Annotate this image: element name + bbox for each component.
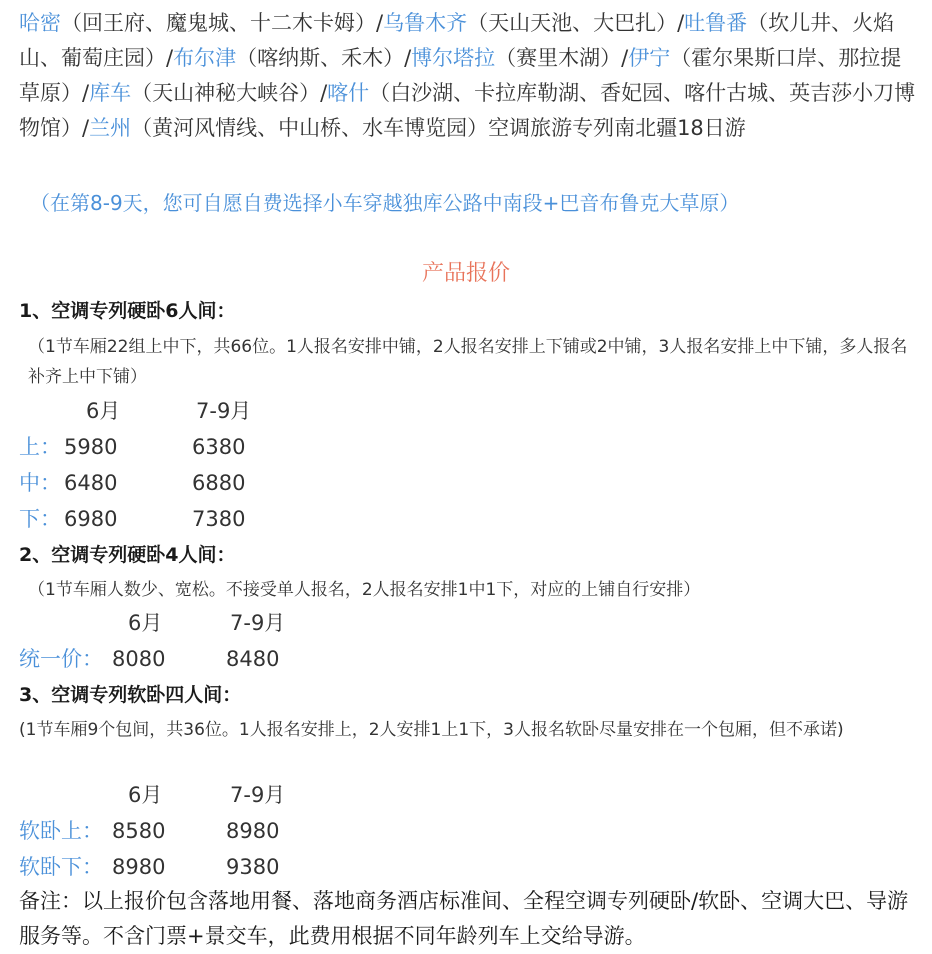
city-detail-hami: （回王府、魔鬼城、十二木卡姆）/ (61, 11, 384, 35)
city-detail-kashgar: （白沙湖、卡拉库勒湖、香妃园、喀什古城、英吉莎小刀博物馆）/ (19, 81, 916, 140)
city-link-burqin[interactable]: 布尔津 (173, 46, 237, 70)
city-detail-urumqi: （天山天池、大巴扎）/ (467, 11, 685, 35)
price-june: 6480 (64, 471, 118, 495)
col-header-june: 6月 (128, 611, 163, 635)
price-row (0, 504, 932, 534)
city-link-lanzhou[interactable]: 兰州 (89, 116, 132, 140)
col-header-jul-sep: 7-9月 (230, 611, 286, 635)
city-detail-yining: （霍尔果斯口岸、那拉提草原）/ (19, 46, 902, 105)
price-jul-sep: 6380 (192, 435, 246, 459)
city-link-kuqa[interactable]: 库车 (89, 81, 132, 105)
price-row (0, 644, 932, 674)
price-jul-sep: 9380 (226, 855, 280, 879)
section-title-pricing: 产品报价 (421, 261, 510, 286)
city-link-turpan[interactable]: 吐鲁番 (684, 11, 748, 35)
city-link-hami[interactable]: 哈密 (19, 11, 61, 35)
col-header-june: 6月 (128, 783, 163, 807)
city-detail-turpan: （坎儿井、火焰山、葡萄庄园）/ (19, 11, 895, 70)
city-link-urumqi[interactable]: 乌鲁木齐 (383, 11, 468, 35)
col-header-jul-sep: 7-9月 (196, 399, 252, 423)
price-jul-sep: 8480 (226, 647, 280, 671)
city-detail-kuqa: （天山神秘大峡谷）/ (131, 81, 328, 105)
price-header-row (0, 780, 932, 810)
price-row (0, 852, 932, 882)
col-header-jul-sep: 7-9月 (230, 783, 286, 807)
price-june: 8080 (112, 647, 166, 671)
pricing-remark: 备注：以上报价包含落地用餐、落地商务酒店标准间、全程空调专列硬卧/软卧、空调大巴、导游服务等。不含门票+景交车，此费用根据不同年龄列车上交给导游。 (19, 889, 909, 948)
price-header-row (0, 396, 932, 426)
price-row-label: 上： (19, 435, 61, 459)
section-heading-hard-sleeper-6: 1、空调专列硬卧6人间： (19, 300, 236, 322)
price-june: 8980 (112, 855, 166, 879)
price-june: 6980 (64, 507, 118, 531)
price-row-label: 软卧上： (19, 819, 103, 843)
price-row-label: 软卧下： (19, 855, 103, 879)
price-header-row (0, 608, 932, 638)
city-link-kashgar[interactable]: 喀什 (327, 81, 370, 105)
section-heading-hard-sleeper-4: 2、空调专列硬卧4人间： (19, 544, 236, 566)
price-jul-sep: 8980 (226, 819, 280, 843)
section-heading-soft-sleeper-4: 3、空调专列软卧四人间： (19, 684, 242, 706)
city-detail-burqin: （喀纳斯、禾木）/ (236, 46, 412, 70)
city-detail-bortala: （赛里木湖）/ (495, 46, 629, 70)
optional-excursion-note: （在第8-9天，您可自愿自费选择小车穿越独库公路中南段+巴音布鲁克大草原） (30, 191, 740, 215)
city-detail-lanzhou: （黄河风情线、中山桥、水车博览园）空调旅游专列南北疆18日游 (131, 116, 746, 140)
section-description-soft-sleeper-4: (1节车厢9个包间，共36位。1人报名安排上，2人安排1上1下，3人报名软卧尽量安排在一个包厢，但不承诺) (19, 720, 844, 740)
tour-route-title (19, 6, 921, 146)
price-row-label: 下： (19, 507, 61, 531)
price-row-label: 中： (19, 471, 61, 495)
city-link-bortala[interactable]: 博尔塔拉 (411, 46, 496, 70)
price-jul-sep: 6880 (192, 471, 246, 495)
city-link-yining[interactable]: 伊宁 (628, 46, 671, 70)
price-june: 5980 (64, 435, 118, 459)
col-header-june: 6月 (86, 399, 121, 423)
price-row-label: 统一价： (19, 647, 103, 671)
price-jul-sep: 7380 (192, 507, 246, 531)
price-row (0, 816, 932, 846)
price-row (0, 468, 932, 498)
price-june: 8580 (112, 819, 166, 843)
price-row (0, 432, 932, 462)
section-description-hard-sleeper-4: （1节车厢人数少、宽松。不接受单人报名，2人报名安排1中1下，对应的上铺自行安排） (28, 580, 701, 600)
section-description-hard-sleeper-6: （1节车厢22组上中下，共66位。1人报名安排中铺，2人报名安排上下铺或2中铺，3人报名安排上中下铺，多人报名补齐上中下铺） (28, 337, 908, 387)
